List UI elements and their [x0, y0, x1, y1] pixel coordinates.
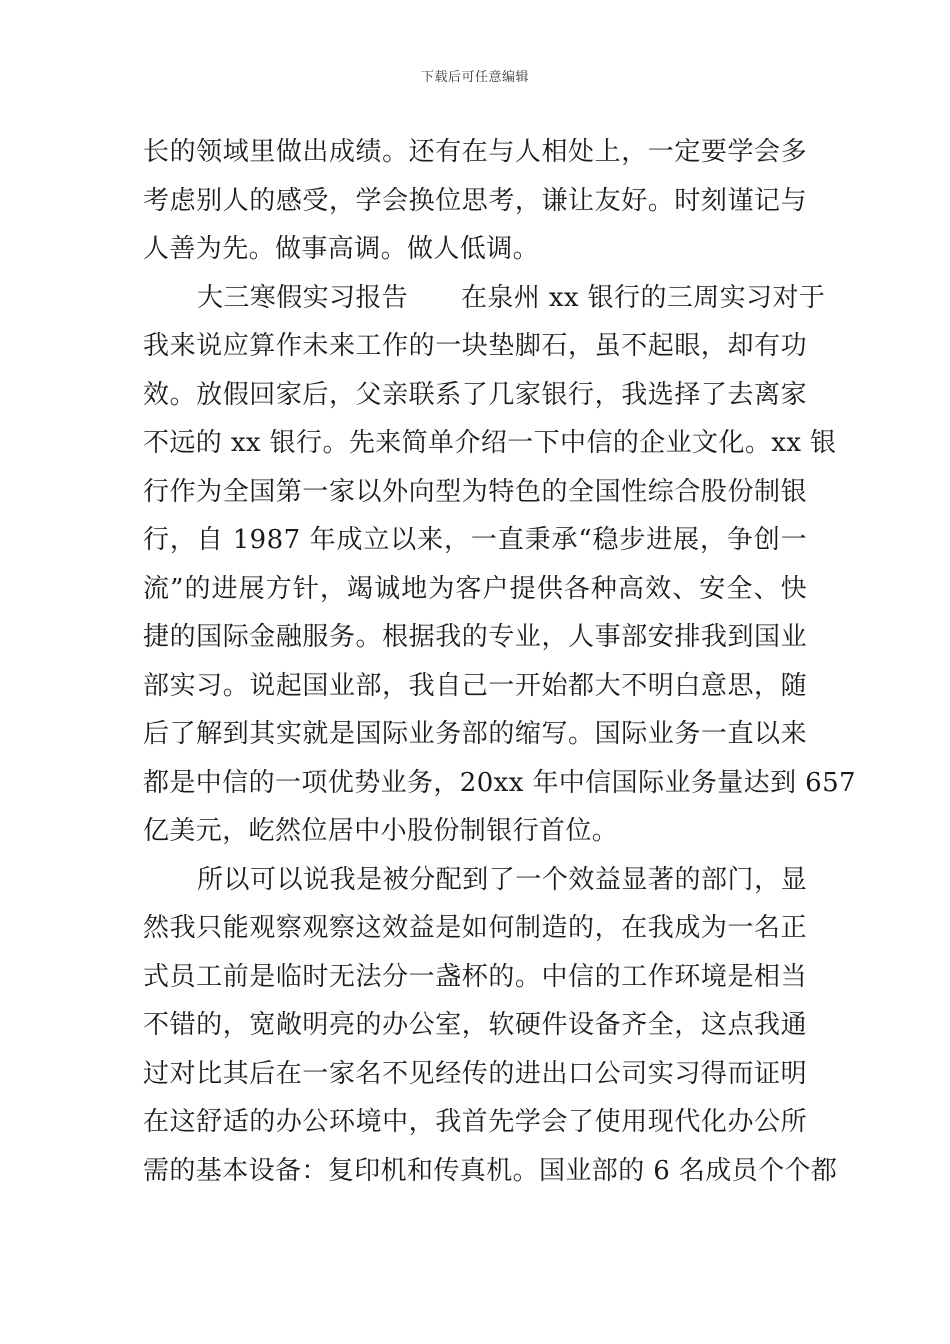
text-line: 然我只能观察观察这效益是如何制造的，在我成为一名正 [143, 913, 807, 943]
text-line: 亿美元，屹然位居中小股份制银行首位。 [143, 816, 619, 846]
text-line: 需的基本设备：复印机和传真机。国业部的 6 名成员个个都 [143, 1155, 838, 1186]
text-line: 式员工前是临时无法分一盏杯的。中信的工作环境是相当 [143, 961, 807, 992]
text-line: 行，自 1987 年成立以来，一直秉承“稳步进展，争创一 [143, 525, 807, 555]
paragraph-start-line: 所以可以说我是被分配到了一个效益显著的部门，显 [197, 864, 807, 895]
text-line: 过对比其后在一家名不见经传的进出口公司实习得而证明 [143, 1058, 807, 1089]
text-line: 都是中信的一项优势业务，20xx 年中信国际业务量达到 657 [143, 767, 856, 798]
text-line: 效。放假回家后，父亲联系了几家银行，我选择了去离家 [143, 379, 807, 410]
text-line: 人善为先。做事高调。做人低调。 [143, 234, 540, 264]
text-line: 流”的进展方针，竭诚地为客户提供各种高效、安全、快 [143, 573, 807, 604]
text-line: 长的领域里做出成绩。还有在与人相处上，一定要学会多 [143, 137, 807, 167]
text-line: 后了解到其实就是国际业务部的缩写。国际业务一直以来 [143, 719, 807, 749]
paragraph-start-line: 大三寒假实习报告 在泉州 xx 银行的三周实习对于 [197, 282, 826, 313]
text-line: 不错的，宽敞明亮的办公室，软硬件设备齐全，这点我通 [143, 1010, 807, 1040]
document-body [143, 128, 856, 1195]
page-header: 下载后可任意编辑 [420, 70, 529, 85]
text-line: 行作为全国第一家以外向型为特色的全国性综合股份制银 [143, 476, 807, 507]
text-line: 在这舒适的办公环境中，我首先学会了使用现代化办公所 [143, 1107, 807, 1137]
text-line: 不远的 xx 银行。先来简单介绍一下中信的企业文化。xx 银 [143, 428, 837, 458]
text-line: 捷的国际金融服务。根据我的专业，人事部安排我到国业 [143, 622, 807, 652]
text-line: 部实习。说起国业部，我自己一开始都大不明白意思，随 [143, 670, 807, 701]
text-line: 我来说应算作未来工作的一块垫脚石，虽不起眼，却有功 [143, 331, 807, 361]
text-line: 考虑别人的感受，学会换位思考，谦让友好。时刻谨记与 [143, 185, 807, 216]
